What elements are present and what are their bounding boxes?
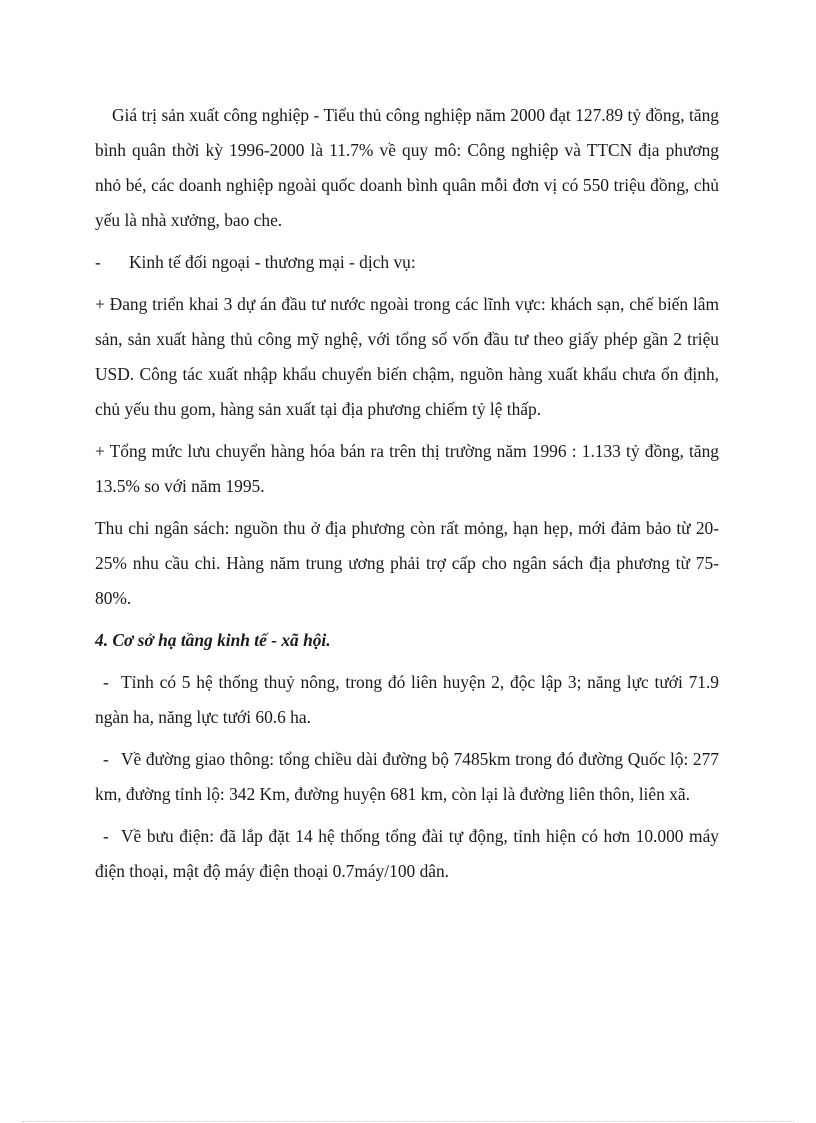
paragraph-retail-turnover: + Tổng mức lưu chuyển hàng hóa bán ra trên thị trường năm 1996 : 1.133 tỷ đồng, tăng 13.5% so với năm 1995. — [95, 441, 719, 496]
paragraph-budget: Thu chi ngân sách: nguồn thu ở địa phương còn rất mỏng, hạn hẹp, mới đảm bảo từ 20-25% nhu cầu chi. Hàng năm trung ương phải trợ cấp cho ngân sách địa phương từ 75-80%. — [95, 518, 719, 608]
document-body — [95, 98, 719, 896]
page-bottom-divider — [22, 1121, 794, 1122]
paragraph-industry-output: Giá trị sản xuất công nghiệp - Tiểu thủ công nghiệp năm 2000 đạt 127.89 tỷ đồng, tăng bình quân thời kỳ 1996-2000 là 11.7% về quy mô: Công nghiệp và TTCN địa phương nhỏ bé, các doanh nghiệp ngoài quốc doanh bình quân mỗi đơn vị có 550 triệu đồng, chủ yếu là nhà xưởng, bao che. — [95, 105, 719, 230]
bullet-post-telecom — [95, 819, 719, 889]
subheading-foreign-trade-text: Kinh tế đối ngoại - thương mại - dịch vụ: — [129, 252, 416, 272]
dash-marker: - — [95, 252, 101, 272]
bullet-roads — [95, 742, 719, 812]
bullet-roads-text: Về đường giao thông: tổng chiều dài đường bộ 7485km trong đó đường Quốc lộ: 277 km, đường tỉnh lộ: 342 Km, đường huyện 681 km, còn lại là đường liên thôn, liên xã. — [95, 749, 719, 804]
bullet-irrigation — [95, 665, 719, 735]
dash-marker: - — [103, 749, 109, 769]
dash-marker: - — [103, 826, 109, 846]
bullet-irrigation-text: Tỉnh có 5 hệ thống thuỷ nông, trong đó liên huyện 2, độc lập 3; năng lực tưới 71.9 ngàn ha, năng lực tưới 60.6 ha. — [95, 672, 719, 727]
bullet-post-telecom-text: Về bưu điện: đã lắp đặt 14 hệ thống tổng đài tự động, tỉnh hiện có hơn 10.000 máy điện thoại, mật độ máy điện thoại 0.7máy/100 dân. — [95, 826, 719, 881]
section-heading-infrastructure: 4. Cơ sở hạ tầng kinh tế - xã hội. — [95, 630, 331, 650]
dash-marker: - — [103, 672, 109, 692]
subheading-foreign-trade — [95, 245, 719, 280]
paragraph-foreign-investment: + Đang triển khai 3 dự án đầu tư nước ngoài trong các lĩnh vực: khách sạn, chế biến lâm sản, sản xuất hàng thủ công mỹ nghệ, với tổng số vốn đầu tư theo giấy phép gần 2 triệu USD. Công tác xuất nhập khẩu chuyển biến chậm, nguồn hàng xuất khẩu chưa ổn định, chủ yếu thu gom, hàng sản xuất tại địa phương chiếm tỷ lệ thấp. — [95, 294, 719, 419]
